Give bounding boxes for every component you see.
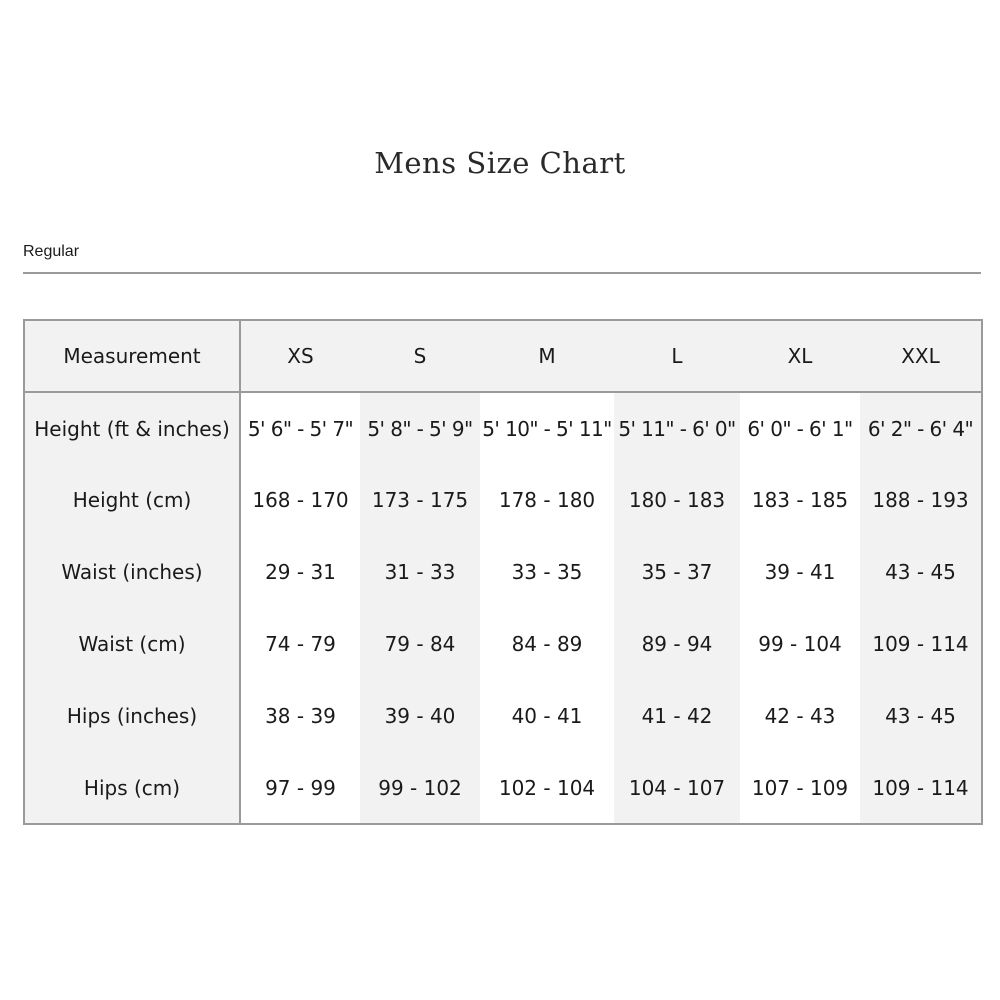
- table-cell: 109 - 114: [860, 608, 982, 680]
- size-header-xxl: XXL: [860, 320, 982, 392]
- table-cell: 35 - 37: [614, 536, 740, 608]
- row-label: Waist (inches): [24, 536, 240, 608]
- tab-regular[interactable]: Regular: [23, 243, 80, 260]
- table-cell: 109 - 114: [860, 752, 982, 824]
- table-cell: 99 - 102: [360, 752, 480, 824]
- measurement-column-header: Measurement: [24, 320, 240, 392]
- size-header-l: L: [614, 320, 740, 392]
- table-cell: 168 - 170: [240, 464, 360, 536]
- table-cell: 107 - 109: [740, 752, 860, 824]
- table-row: [24, 680, 982, 752]
- page-title: Mens Size Chart: [374, 146, 626, 180]
- table-cell: 42 - 43: [740, 680, 860, 752]
- table-cell: 99 - 104: [740, 608, 860, 680]
- table-cell: 5' 8" - 5' 9": [360, 392, 480, 464]
- table-cell: 5' 11" - 6' 0": [614, 392, 740, 464]
- size-header-row: [24, 320, 982, 392]
- table-row: [24, 536, 982, 608]
- table-row: [24, 392, 982, 464]
- size-header-xs: XS: [240, 320, 360, 392]
- table-cell: 43 - 45: [860, 680, 982, 752]
- table-cell: 5' 6" - 5' 7": [240, 392, 360, 464]
- table-cell: 102 - 104: [480, 752, 614, 824]
- table-cell: 79 - 84: [360, 608, 480, 680]
- row-label: Waist (cm): [24, 608, 240, 680]
- table-row: [24, 608, 982, 680]
- tab-underline-divider: [23, 272, 981, 274]
- table-cell: 180 - 183: [614, 464, 740, 536]
- table-cell: 40 - 41: [480, 680, 614, 752]
- table-cell: 84 - 89: [480, 608, 614, 680]
- row-label: Hips (cm): [24, 752, 240, 824]
- table-cell: 173 - 175: [360, 464, 480, 536]
- table-cell: 41 - 42: [614, 680, 740, 752]
- row-label: Hips (inches): [24, 680, 240, 752]
- table-cell: 6' 2" - 6' 4": [860, 392, 982, 464]
- table-cell: 31 - 33: [360, 536, 480, 608]
- table-cell: 6' 0" - 6' 1": [740, 392, 860, 464]
- size-header-s: S: [360, 320, 480, 392]
- size-header-m: M: [480, 320, 614, 392]
- table-cell: 178 - 180: [480, 464, 614, 536]
- table-cell: 29 - 31: [240, 536, 360, 608]
- table-cell: 89 - 94: [614, 608, 740, 680]
- table-row: [24, 464, 982, 536]
- table-cell: 39 - 40: [360, 680, 480, 752]
- table-cell: 5' 10" - 5' 11": [480, 392, 614, 464]
- row-label: Height (cm): [24, 464, 240, 536]
- table-cell: 183 - 185: [740, 464, 860, 536]
- table-row: [24, 752, 982, 824]
- table-cell: 39 - 41: [740, 536, 860, 608]
- size-header-xl: XL: [740, 320, 860, 392]
- table-cell: 97 - 99: [240, 752, 360, 824]
- table-cell: 33 - 35: [480, 536, 614, 608]
- size-chart-table: [23, 319, 983, 825]
- table-cell: 188 - 193: [860, 464, 982, 536]
- table-cell: 43 - 45: [860, 536, 982, 608]
- row-label: Height (ft & inches): [24, 392, 240, 464]
- table-cell: 74 - 79: [240, 608, 360, 680]
- table-cell: 104 - 107: [614, 752, 740, 824]
- table-cell: 38 - 39: [240, 680, 360, 752]
